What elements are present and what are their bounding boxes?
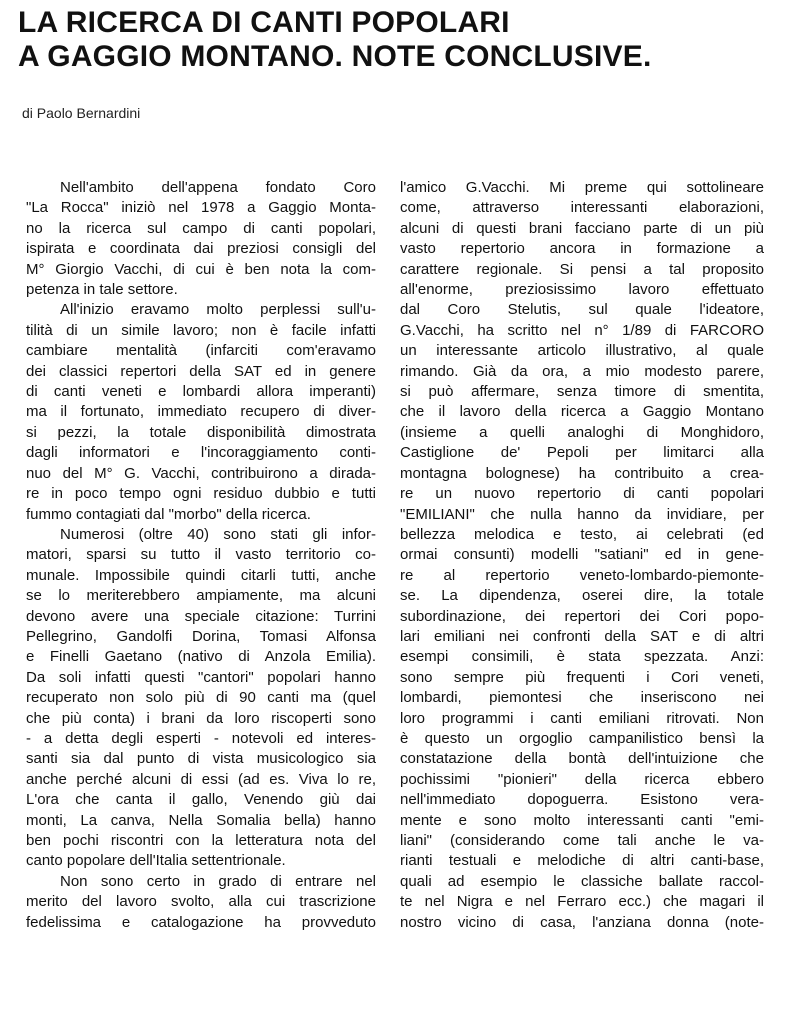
text-line: M° Giorgio Vacchi, di cui è ben nota la com-: [26, 260, 376, 278]
text-line: munale. Impossibile quindi citarli tutti, anche: [26, 566, 376, 584]
text-line: nuo del M° G. Vacchi, contribuirono a dirada-: [26, 464, 376, 482]
text-line: devono avere una speciale citazione: Turrini: [26, 607, 376, 625]
article-title-line-1: LA RICERCA DI CANTI POPOLARI: [18, 6, 510, 39]
paragraph-3: [26, 525, 376, 872]
text-line: è questo un orgoglio campanilistico bensì la: [400, 729, 764, 747]
text-line: si pezzi, la totale disponibilità dimostrata: [26, 423, 376, 441]
text-line: "La Rocca" iniziò nel 1978 a Gaggio Monta-: [26, 199, 376, 217]
text-line: cambiare mentalità (infarciti com'eravamo: [26, 342, 376, 360]
text-line: te nel Nigra e nel Ferraro ecc.) che magari il: [400, 893, 764, 911]
text-line: carattere regionale. Si pensi a tal proposito: [400, 260, 764, 278]
text-line: loro programmi i canti emiliani ritrovati. Non: [400, 709, 764, 727]
text-line: recuperato non solo più di 90 canti ma (quel: [26, 689, 376, 707]
text-line: monti, La canva, Nella Somalia bella) hanno: [26, 811, 376, 829]
paragraph-4: [26, 872, 376, 933]
text-line: nostro vicino di casa, l'anziana donna (note-: [400, 913, 764, 931]
text-line: che il lavoro della ricerca a Gaggio Montano: [400, 403, 764, 421]
text-line: dagli informatori e l'incoraggiamento conti-: [26, 444, 376, 462]
text-line: lari emiliani nei confronti della SAT e di altri: [400, 627, 764, 645]
text-line: se lo meriterebbero ampiamente, ma alcuni: [26, 587, 376, 605]
text-line: dal Coro Stelutis, sul quale l'ideatore,: [400, 301, 764, 319]
text-line: bellezza melodica e testo, ai celebrati (ed: [400, 525, 764, 543]
text-line: subordinazione, dei repertori dei Cori popo-: [400, 607, 764, 625]
article-title: [18, 6, 788, 74]
text-line: merito del lavoro svolto, alla cui trascrizione: [26, 893, 376, 911]
text-line: di canti veneti e lombardi allora imperanti): [26, 383, 376, 401]
text-line: petenza in tale settore.: [26, 281, 178, 299]
text-column-right: [400, 178, 764, 933]
text-line: quali ad esempio le classiche ballate raccol-: [400, 872, 764, 890]
article-title-line-2: A GAGGIO MONTANO. NOTE CONCLUSIVE.: [18, 40, 652, 73]
text-line: nell'immediato dopoguerra. Esistono vera-: [400, 791, 764, 809]
text-line: fummo contagiati dal "morbo" della ricerca.: [26, 505, 311, 523]
text-line: montagna bolognese) ha contribuito a crea-: [400, 464, 764, 482]
text-line: sono sempre più frequenti i Cori veneti,: [400, 668, 764, 686]
paragraph-5: [400, 178, 764, 933]
text-line: re un nuovo repertorio di canti popolari: [400, 485, 764, 503]
text-line: constatazione della bontà dell'intuizione che: [400, 750, 764, 768]
paragraph-1: [26, 178, 376, 300]
text-line: (insieme a quelli analoghi di Monghidoro,: [400, 423, 764, 441]
text-line: e Finelli Gaetano (nativo di Anzola Emilia).: [26, 648, 376, 666]
text-line: ispirata e coordinata dai preziosi consigli del: [26, 240, 376, 258]
text-line: pochissimi "pionieri" della ricerca ebbero: [400, 770, 764, 788]
text-line: vasto repertorio ancora in formazione a: [400, 240, 764, 258]
text-line: tilità di un simile lavoro; non è facile infatti: [26, 321, 376, 339]
text-line: ormai consunti) modelli "satiani" ed in gene-: [400, 546, 764, 564]
text-line: mente e sono molto interessanti canti "emi-: [400, 811, 764, 829]
text-line: Non sono certo in grado di entrare nel: [60, 872, 376, 890]
text-line: rimando. Già da ora, a mio modesto parere,: [400, 362, 764, 380]
text-line: lombardi, piemontesi che inseriscono nei: [400, 689, 764, 707]
text-line: alcuni di questi brani facciano parte di un più: [400, 219, 764, 237]
text-line: canto popolare dell'Italia settentrionale.: [26, 852, 286, 870]
text-line: - a detta degli esperti - notevoli ed interes-: [26, 729, 376, 747]
paragraph-2: [26, 300, 376, 524]
text-line: dei classici repertori della SAT ed in genere: [26, 362, 376, 380]
text-line: se. La dipendenza, oserei dire, la totale: [400, 587, 764, 605]
text-line: L'ora che canta il gallo, Venendo giù dai: [26, 791, 376, 809]
text-line: si può affermare, senza timore di smentita,: [400, 383, 764, 401]
text-line: Pellegrino, Gandolfi Dorina, Tomasi Alfonsa: [26, 627, 376, 645]
text-line: "EMILIANI" che nulla hanno da invidiare, per: [400, 505, 764, 523]
text-line: ma il fortunato, immediato recupero di diver-: [26, 403, 376, 421]
text-line: fedelissima e catalogazione ha provveduto: [26, 913, 376, 931]
article-byline: di Paolo Bernardini: [22, 105, 141, 121]
text-line: l'amico G.Vacchi. Mi preme qui sottolineare: [400, 179, 764, 196]
text-line: ben pochi riscontri con la letteratura nota del: [26, 832, 376, 849]
text-line: liani" (considerando come tali anche le va-: [400, 832, 764, 849]
text-line: anche perché alcuni di essi (ad es. Viva lo re,: [26, 770, 376, 788]
text-line: un interessante articolo illustrativo, al quale: [400, 342, 764, 360]
text-line: G.Vacchi, ha scritto nel n° 1/89 di FARCORO: [400, 321, 764, 339]
text-line: all'enorme, preziosissimo lavoro effettuato: [400, 281, 764, 299]
text-column-left: [26, 178, 376, 933]
text-line: Castiglione de' Pepoli per limitarci alla: [400, 444, 764, 462]
text-line: santi sia dal punto di vista musicologico sia: [26, 750, 376, 768]
text-line: re in poco tempo ogni residuo dubbio e tutti: [26, 485, 376, 503]
text-line: esempi consimili, è stata spezzata. Anzi:: [400, 648, 764, 666]
text-line: no la ricerca sul campo di canti popolari,: [26, 219, 376, 237]
text-line: rianti testuali e melodiche di altri canti-base,: [400, 852, 764, 870]
text-line: come, attraverso interessanti elaborazioni,: [400, 199, 764, 217]
text-line: Da soli infatti questi "cantori" popolari hanno: [26, 668, 376, 686]
text-line: matori, sparsi su tutto il vasto territorio co-: [26, 546, 376, 564]
text-line: Nell'ambito dell'appena fondato Coro: [60, 179, 376, 196]
text-line: re al repertorio veneto-lombardo-piemonte-: [400, 566, 764, 584]
text-line: che più conta) i brani da loro riscoperti sono: [26, 709, 376, 727]
text-line: All'inizio eravamo molto perplessi sull'u-: [60, 301, 376, 319]
text-line: Numerosi (oltre 40) sono stati gli infor-: [60, 525, 376, 543]
